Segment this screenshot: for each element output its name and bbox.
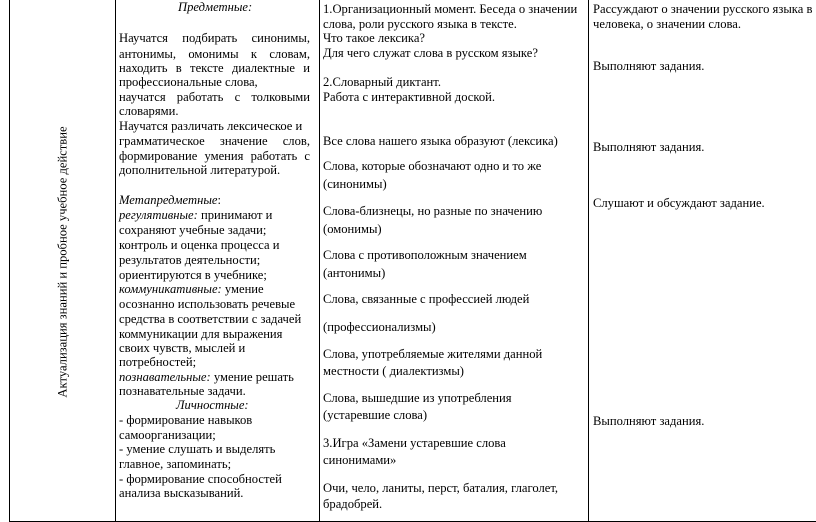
personal-results-heading: Личностные: — [176, 398, 249, 412]
personal-result-line: анализа высказываний. — [119, 486, 244, 500]
term-line: брадобрей. — [323, 497, 383, 511]
personal-result-line: самоорганизации; — [119, 428, 216, 442]
communicative-line: потребностей; — [119, 355, 197, 369]
term-line: синонимами» — [323, 453, 397, 467]
subject-result-line: словарями. — [119, 104, 179, 118]
student-activity-line: Выполняют задания. — [593, 140, 705, 154]
dictation-line: Работа с интерактивной доской. — [323, 90, 496, 104]
communicative-text: умение — [221, 282, 264, 296]
student-activity-line: Выполняют задания. — [593, 59, 705, 73]
term-line: Все слова нашего языка образуют (лексика) — [323, 134, 558, 148]
term-line: (устаревшие слова) — [323, 408, 428, 422]
cognitive-line: познавательные задачи. — [119, 384, 246, 398]
subject-result-line: формирование умения работать с — [119, 149, 310, 163]
column-divider-2 — [319, 0, 320, 522]
meta-results-heading — [119, 193, 221, 209]
communicative-line: своих чувств, мыслей и — [119, 341, 246, 355]
regulatory-text: принимают и — [197, 208, 273, 222]
personal-result-line: главное, запоминать; — [119, 457, 232, 471]
regulatory-line: контроль и оценка процесса и — [119, 238, 280, 252]
regulatory-line: результатов деятельности; — [119, 253, 261, 267]
column-divider-1 — [115, 0, 116, 522]
term-line: (синонимы) — [323, 177, 387, 191]
subject-result-line: грамматическое значение слов, — [119, 134, 310, 148]
term-line: Слова-близнецы, но разные по значению — [323, 204, 543, 218]
regulatory-line: ориентируются в учебнике; — [119, 268, 267, 282]
student-activity-line: Рассуждают о значении русского языка в — [593, 2, 813, 16]
student-activity-line: Выполняют задания. — [593, 414, 705, 428]
column-divider-3 — [588, 0, 589, 522]
subject-result-line: Научатся подбирать синонимы, — [119, 31, 310, 45]
teacher-line: Что такое лексика? — [323, 31, 425, 45]
term-line: (профессионализмы) — [323, 320, 436, 334]
personal-result-line: - формирование навыков — [119, 413, 253, 427]
term-line: местности ( диалектизмы) — [323, 364, 464, 378]
table-border-left — [9, 0, 10, 522]
term-line: Слова, связанные с профессией людей — [323, 292, 530, 306]
communicative-line: осознанно использовать речевые — [119, 297, 296, 311]
subject-results-heading: Предметные: — [178, 0, 253, 14]
subject-result-line: Научатся различать лексическое и — [119, 119, 303, 133]
regulatory-line — [119, 208, 272, 224]
cognitive-label: познавательные: — [119, 370, 211, 384]
communicative-line: коммуникации для выражения — [119, 327, 283, 341]
term-line: Слова, вышедшие из употребления — [323, 391, 512, 405]
meta-heading-colon: : — [217, 193, 221, 207]
term-line: Слова с противоположным значением — [323, 248, 527, 262]
term-line: (антонимы) — [323, 266, 386, 280]
teacher-line: 1.Организационный момент. Беседа о значении — [323, 2, 578, 16]
personal-result-line: - формирование способностей — [119, 472, 282, 486]
subject-result-line: антонимы, омонимы к словам, — [119, 47, 310, 61]
term-line: (омонимы) — [323, 222, 382, 236]
meta-heading-text: Метапредметные — [119, 193, 218, 207]
regulatory-label: регулятивные: — [119, 208, 198, 222]
student-activity-line: Слушают и обсуждают задание. — [593, 196, 765, 210]
subject-result-line: находить в тексте диалектные и — [119, 61, 310, 75]
term-line: 3.Игра «Замени устаревшие слова — [323, 436, 506, 450]
term-line: Очи, чело, ланиты, перст, баталия, глаголет, — [323, 481, 559, 495]
term-line: Слова, которые обозначают одно и то же — [323, 159, 542, 173]
subject-result-line: научатся работать с толковыми — [119, 90, 310, 104]
stage-label: Актуализация знаний и пробное учебное действие — [55, 126, 70, 398]
subject-result-line: профессиональные слова, — [119, 75, 258, 89]
term-line: Слова, употребляемые жителями данной — [323, 347, 543, 361]
regulatory-line: сохраняют учебные задачи; — [119, 223, 267, 237]
communicative-label: коммуникативные: — [119, 282, 222, 296]
student-activity-line: человека, о значении слова. — [593, 17, 742, 31]
personal-result-line: - умение слушать и выделять — [119, 442, 276, 456]
cognitive-text: умение решать — [210, 370, 294, 384]
dictation-line: 2.Словарный диктант. — [323, 75, 441, 89]
teacher-line: слова, роли русского языка в тексте. — [323, 17, 517, 31]
teacher-line: Для чего служат слова в русском языке? — [323, 46, 538, 60]
communicative-line: средства в соответствии с задачей — [119, 312, 302, 326]
communicative-line — [119, 282, 264, 298]
subject-result-line: дополнительной литературой. — [119, 163, 281, 177]
